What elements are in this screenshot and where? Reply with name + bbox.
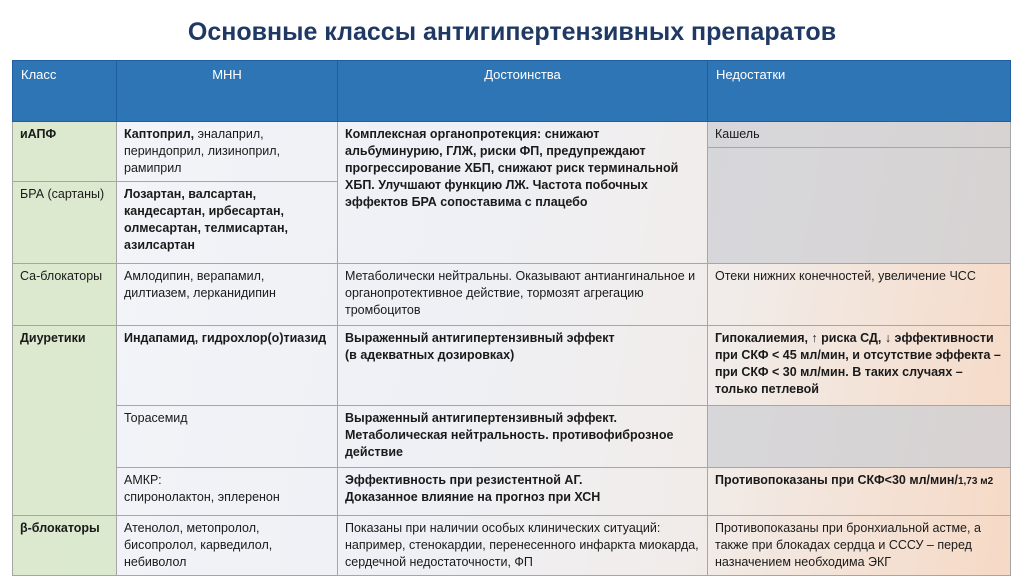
inn-cell-arb: Лозартан, валсартан, кандесартан, ирбесартан, олмесартан, телмисартан, азилсартан: [117, 182, 338, 264]
class-cell-arb: БРА (сартаны): [13, 182, 117, 264]
inn-cell-ccb: Амлодипин, верапамил, дилтиазем, лерканидипин: [117, 264, 338, 326]
disadvantages-mra-main: Противопоказаны при СКФ<30 мл/мин/: [715, 473, 958, 487]
header-class: Класс: [13, 61, 117, 122]
table-row-beta: [13, 516, 1011, 576]
inn-cell-torasemide: Торасемид: [117, 406, 338, 468]
disadvantages-cell-diuretics: Гипокалиемия, ↑ риска СД, ↓ эффективности при СКФ < 45 мл/мин, и отсутствие эффекта – при СКФ < 30 мл/мин. В таких случаях – только петлевой: [708, 326, 1011, 406]
inn-acei-rest: эналаприл, периндоприл, лизиноприл, рамиприл: [124, 127, 281, 175]
advantages-cell-ccb: Метаболически нейтральны. Оказывают антиангинальное и органопротективное действие, тормозят агрегацию тромбоцитов: [338, 264, 708, 326]
advantages-cell-torasemide: Выраженный антигипертензивный эффект. Метаболическая нейтральность. противофиброзное действие: [338, 406, 708, 468]
inn-mra-line2: спиронолактон, эплеренон: [124, 490, 280, 504]
table-row-torasemide: [13, 406, 1011, 468]
table-row-ccb: [13, 264, 1011, 326]
disadvantages-cell-beta: Противопоказаны при бронхиальной астме, а также при блокадах сердца и СССУ – перед назначением необходима ЭКГ: [708, 516, 1011, 576]
header-row: [13, 61, 1011, 122]
disadvantages-cell-ccb: Отеки нижних конечностей, увеличение ЧСС: [708, 264, 1011, 326]
advantages-mra-line1: Эффективность при резистентной АГ.: [345, 473, 583, 487]
inn-acei-bold: Каптоприл,: [124, 127, 195, 141]
disadvantages-mra-small: 1,73 м2: [957, 476, 994, 487]
inn-cell-beta: Атенолол, метопролол, бисопролол, карведилол, небиволол: [117, 516, 338, 576]
table-row-mra: [13, 468, 1011, 516]
class-cell-diuretics: Диуретики: [13, 326, 117, 516]
disadvantages-cell-mra: [708, 468, 1011, 516]
advantages-mra-line2: Доказанное влияние на прогноз при ХСН: [345, 490, 601, 504]
class-cell-beta: β-блокаторы: [13, 516, 117, 576]
disadvantages-cell-arb: [708, 148, 1011, 264]
advantages-cell-acei-arb: Комплексная органопротекция: снижают альбуминурию, ГЛЖ, риски ФП, предупреждают прогрессирование ХБП, снижают риск терминальной ХБП. Улучшают функцию ЛЖ. Частота побочных эффектов БРА сопоставима с плацебо: [338, 122, 708, 264]
disadvantages-cell-acei: Кашель: [708, 122, 1011, 148]
inn-cell-mra: [117, 468, 338, 516]
class-cell-acei: иАПФ: [13, 122, 117, 182]
antihypertensive-table: [12, 60, 1011, 576]
table-row-acei: [13, 122, 1011, 148]
inn-mra-line1: АМКР:: [124, 473, 162, 487]
table-row-diuretics: [13, 326, 1011, 406]
advantages-diuretics-line2: (в адекватных дозировках): [345, 348, 515, 362]
class-cell-ccb: Са-блокаторы: [13, 264, 117, 326]
header-advantages: Достоинства: [338, 61, 708, 122]
advantages-cell-diuretics: [338, 326, 708, 406]
disadvantages-cell-torasemide: [708, 406, 1011, 468]
advantages-cell-mra: [338, 468, 708, 516]
advantages-diuretics-line1: Выраженный антигипертензивный эффект: [345, 331, 615, 345]
header-inn: МНН: [117, 61, 338, 122]
inn-cell-acei: [117, 122, 338, 182]
page-title: Основные классы антигипертензивных препаратов: [187, 18, 837, 46]
inn-cell-diuretics: Индапамид, гидрохлор(о)тиазид: [117, 326, 338, 406]
header-disadvantages: Недостатки: [708, 61, 1011, 122]
advantages-cell-beta: Показаны при наличии особых клинических ситуаций: например, стенокардии, перенесенного инфаркта миокарда, сердечной недостаточности, ФП: [338, 516, 708, 576]
